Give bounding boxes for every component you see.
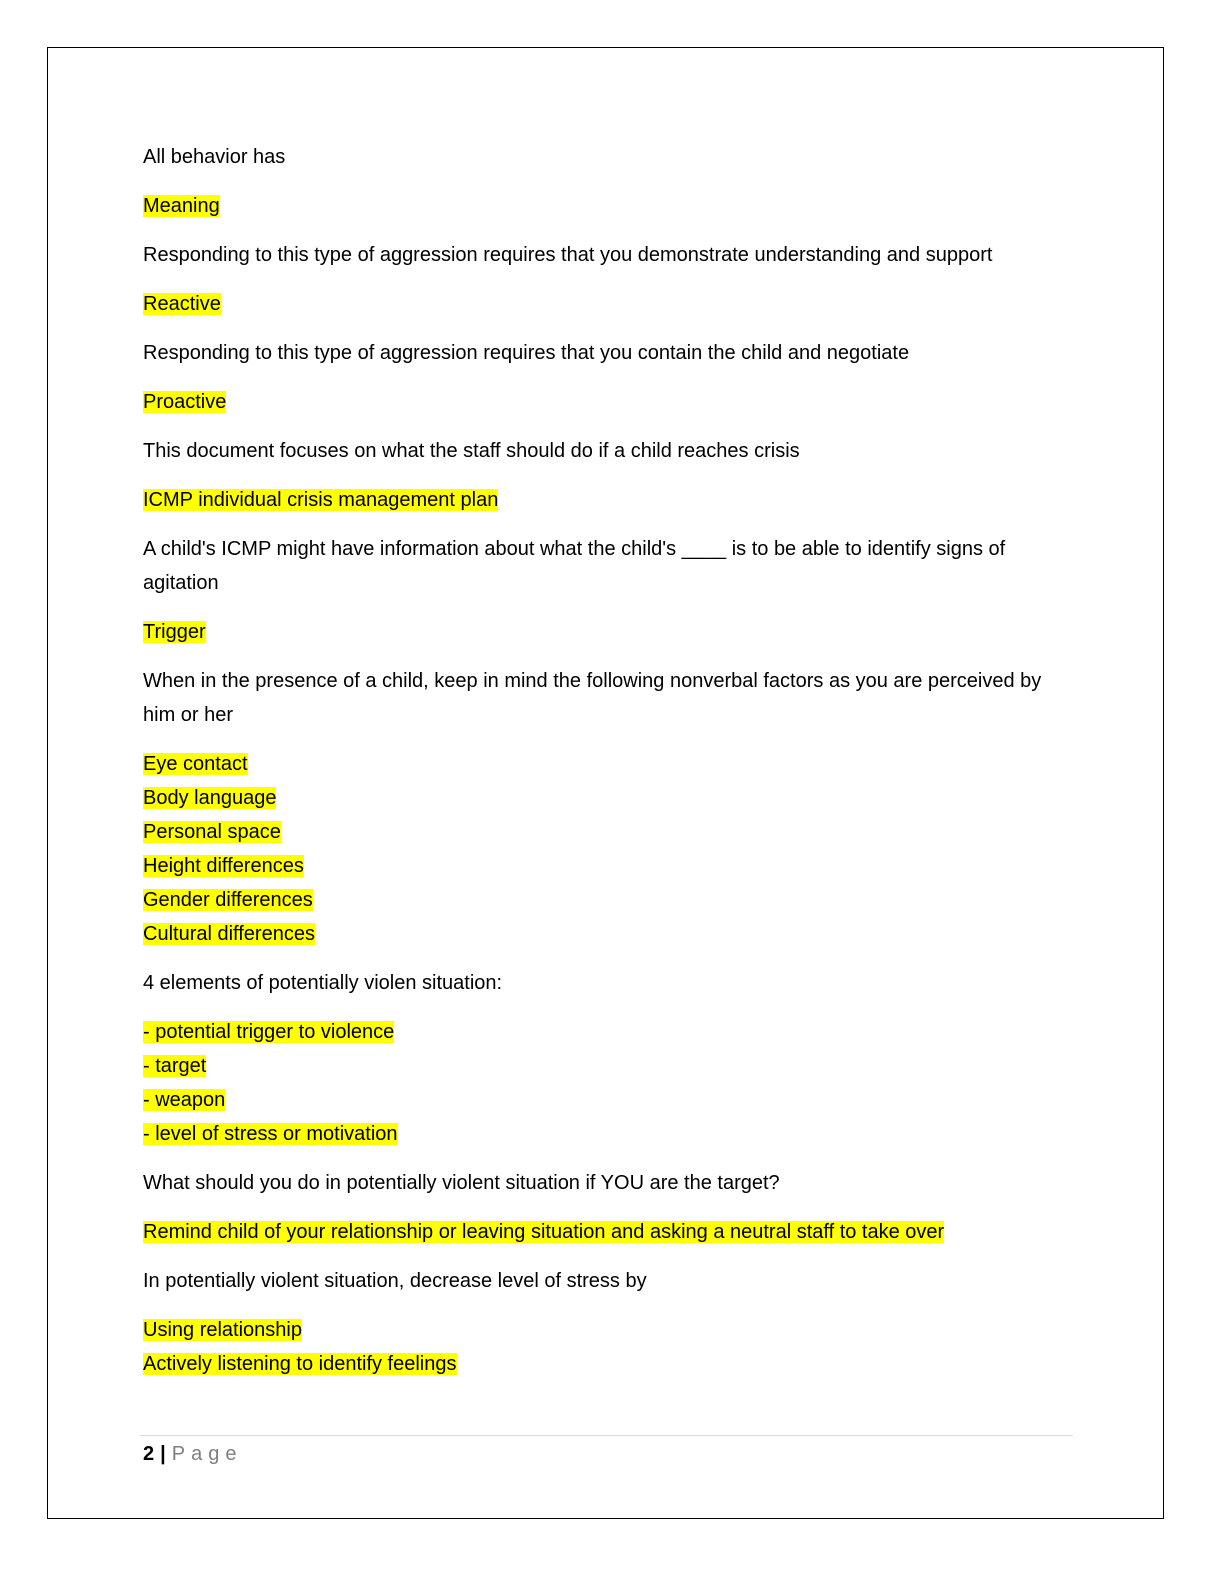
list-item: Using relationship bbox=[143, 1319, 302, 1341]
answer-text bbox=[143, 483, 1073, 517]
list-item: Cultural differences bbox=[143, 923, 315, 945]
answer-list bbox=[143, 747, 1073, 951]
highlighted-answer: Remind child of your relationship or leaving situation and asking a neutral staff to take over bbox=[143, 1221, 945, 1243]
answer-list bbox=[143, 1015, 1073, 1151]
question-text: In potentially violent situation, decrease level of stress by bbox=[143, 1270, 647, 1292]
list-item: - target bbox=[143, 1055, 207, 1077]
highlighted-answer: Reactive bbox=[143, 293, 221, 315]
answer-text bbox=[143, 189, 1073, 223]
answer-text bbox=[143, 385, 1073, 419]
footer-separator: | bbox=[160, 1443, 166, 1465]
highlighted-answer: Meaning bbox=[143, 195, 220, 217]
answer-text bbox=[143, 287, 1073, 321]
list-item: Height differences bbox=[143, 855, 304, 877]
list-item: Body language bbox=[143, 787, 277, 809]
page-label: Page bbox=[171, 1443, 243, 1465]
question-text: Responding to this type of aggression requires that you demonstrate understanding and support bbox=[143, 244, 993, 266]
question-text: 4 elements of potentially violen situation: bbox=[143, 972, 503, 994]
question-text: What should you do in potentially violent situation if YOU are the target? bbox=[143, 1172, 780, 1194]
list-item: Eye contact bbox=[143, 753, 248, 775]
highlighted-answer: Trigger bbox=[143, 621, 206, 643]
highlighted-answer: ICMP individual crisis management plan bbox=[143, 489, 499, 511]
list-item: Actively listening to identify feelings bbox=[143, 1353, 457, 1375]
answer-text bbox=[143, 615, 1073, 649]
answer-text bbox=[143, 1215, 1073, 1249]
page-number: 2 bbox=[143, 1443, 155, 1465]
list-item: - potential trigger to violence bbox=[143, 1021, 395, 1043]
highlighted-answer: Proactive bbox=[143, 391, 227, 413]
question-text: When in the presence of a child, keep in mind the following nonverbal factors as you are perceived by him or her bbox=[143, 670, 1042, 726]
question-text: This document focuses on what the staff should do if a child reaches crisis bbox=[143, 440, 800, 462]
list-item: - weapon bbox=[143, 1089, 226, 1111]
page-footer bbox=[143, 1440, 242, 1468]
list-item: - level of stress or motivation bbox=[143, 1123, 398, 1145]
question-text: All behavior has bbox=[143, 146, 286, 168]
footer-divider bbox=[140, 1435, 1073, 1436]
list-item: Gender differences bbox=[143, 889, 313, 911]
question-text: A child's ICMP might have information about what the child's ____ is to be able to identify signs of agitation bbox=[143, 538, 1006, 594]
answer-list bbox=[143, 1313, 1073, 1381]
question-text: Responding to this type of aggression requires that you contain the child and negotiate bbox=[143, 342, 910, 364]
document-body bbox=[143, 140, 1073, 1396]
list-item: Personal space bbox=[143, 821, 281, 843]
